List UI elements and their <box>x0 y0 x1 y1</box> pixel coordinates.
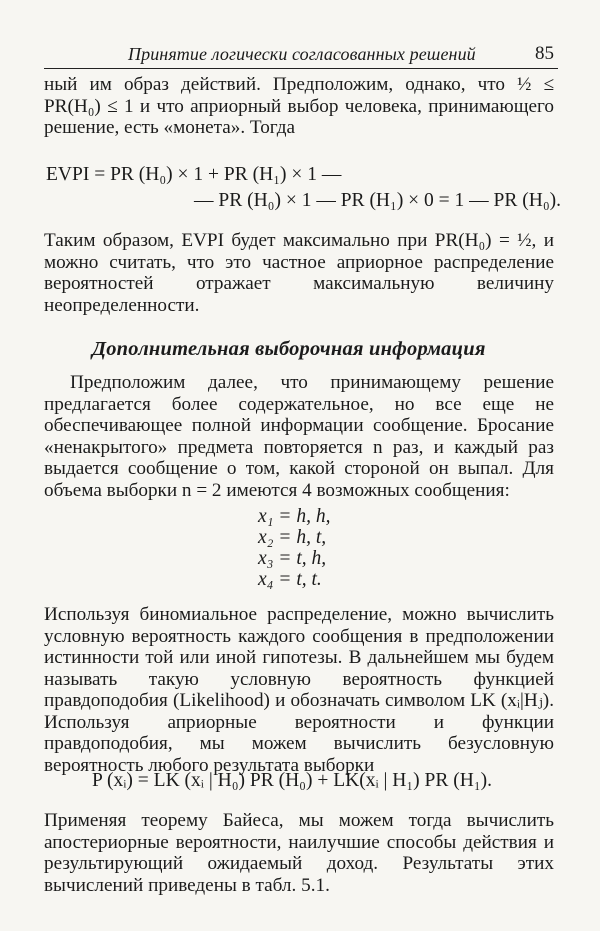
bayes-formula: P (xᵢ) = LK (xᵢ | H₀) PR (H₀) + LK(xᵢ | H₁) PR (H₁). <box>92 770 493 791</box>
sample-outcome: x₁ = h, h, <box>258 506 331 527</box>
evpi-formula-line-2: — PR (H₀) × 1 — PR (H₁) × 0 = 1 — PR (H₀). <box>194 190 562 211</box>
sample-outcome: x₃ = t, h, <box>258 548 327 569</box>
running-title: Принятие логически согласованных решений <box>128 44 476 64</box>
evpi-formula-line-1: EVPI = PR (H₀) × 1 + PR (H₁) × 1 — <box>46 164 342 185</box>
paragraph-2: Таким образом, EVPI будет максимально при PR(H₀) = ½, и можно считать, что это частное априорное распределение вероятностей отражает максимальную величину неопределенности. <box>44 230 554 316</box>
paragraph-4: Используя биномиальное распределение, можно вычислить условную вероятность каждого сообщения в предположении истинности той или иной гипотезы. В дальнейшем мы будем называть такую условную вероятность функцией правдоподобия (Likelihood) и обозначать символом LK (xᵢ|Hⱼ). Используя априорные вероятности и функции правдоподобия, мы можем вычислить безусловную вероятность любого результата выборки <box>44 604 554 776</box>
page-header <box>44 42 558 69</box>
section-title: Дополнительная выборочная информация <box>92 338 486 360</box>
paragraph-3: Предположим далее, что принимающему решение предлагается более содержательное, но все еще не обеспечивающее полной информации сообщение. Бросание «ненакрытого» предмета повторяется n раз, и каждый раз выдается сообщение о том, какой стороной он выпал. Для объема выборки n = 2 имеются 4 возможных сообщения: <box>44 372 554 501</box>
sample-outcome: x₂ = h, t, <box>258 527 327 548</box>
sample-outcomes-list <box>258 506 330 590</box>
paragraph-1: ный им образ действий. Предположим, однако, что ½ ≤ PR(H₀) ≤ 1 и что априорный выбор человека, принимающего решение, есть «монета». Тогда <box>44 74 554 138</box>
sample-outcome: x₄ = t, t. <box>258 569 322 590</box>
page-number: 85 <box>535 43 554 64</box>
paragraph-5: Применяя теорему Байеса, мы можем тогда вычислить апостериорные вероятности, наилучшие способы действия и результирующий ожидаемый доход. Результаты этих вычислений приведены в табл. 5.1. <box>44 810 554 896</box>
